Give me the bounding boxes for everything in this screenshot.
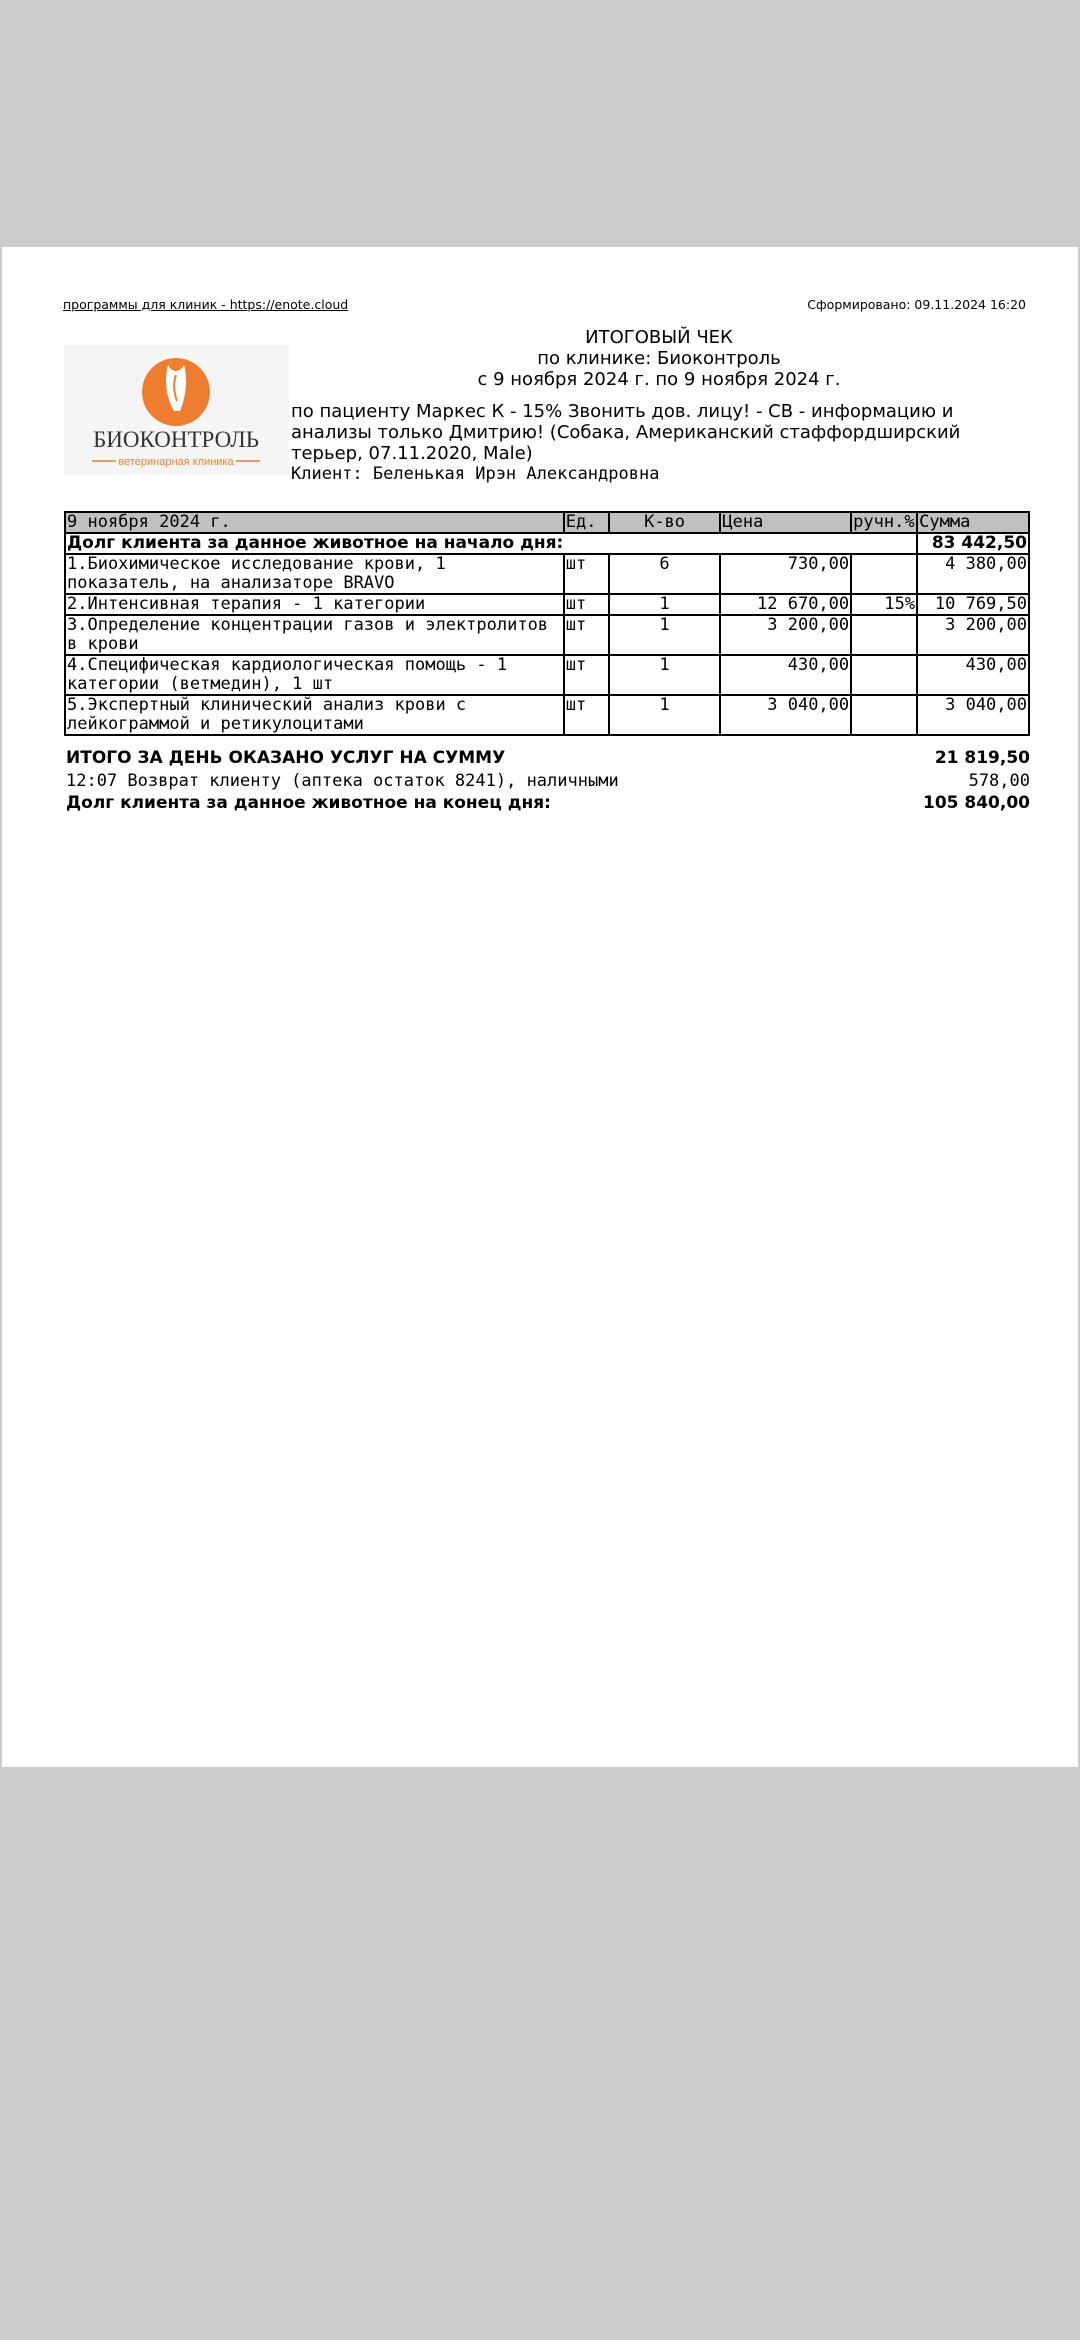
row-qty: 6 — [609, 554, 721, 594]
top-line — [63, 297, 1026, 317]
row-unit: шт — [564, 615, 609, 655]
row-sum: 10 769,50 — [917, 594, 1029, 615]
row-unit: шт — [564, 695, 609, 735]
debt-start-row — [65, 533, 1029, 554]
clinic-logo — [64, 345, 289, 475]
generated-timestamp: Сформировано: 09.11.2024 16:20 — [807, 297, 1026, 312]
col-price: Цена — [720, 512, 851, 533]
services-table — [64, 511, 1030, 736]
row-sum: 3 040,00 — [917, 695, 1029, 735]
refund-row — [66, 771, 1030, 793]
refund-label: 12:07 Возврат клиенту (аптека остаток 8241), наличными — [66, 771, 619, 791]
logo-name: БИОКОНТРОЛЬ — [93, 427, 259, 452]
patient-info: по пациенту Маркес К - 15% Звонить дов. лицу! - СВ - информацию и анализы только Дмитрию! (Собака, Американский стаффордширский терьер, 07.11.2020, Male) — [291, 401, 961, 464]
row-sum: 3 200,00 — [917, 615, 1029, 655]
debt-end-label: Долг клиента за данное животное на конец дня: — [66, 793, 551, 813]
debt-start-label: Долг клиента за данное животное на начало дня: — [65, 533, 851, 554]
row-qty: 1 — [609, 594, 721, 615]
row-manual — [851, 554, 917, 594]
receipt-header — [292, 327, 1026, 390]
row-unit: шт — [564, 655, 609, 695]
row-name: 5.Экспертный клинический анализ крови с лейкограммой и ретикулоцитами — [65, 695, 564, 735]
receipt-title: ИТОГОВЫЙ ЧЕК — [585, 327, 733, 348]
total-row — [66, 748, 1030, 770]
row-name: 4.Специфическая кардиологическая помощь - 1 категории (ветмедин), 1 шт — [65, 655, 564, 695]
table-header-row — [65, 512, 1029, 533]
table-row — [65, 554, 1029, 594]
row-manual — [851, 615, 917, 655]
row-manual: 15% — [851, 594, 917, 615]
receipt-page — [2, 247, 1078, 1767]
col-unit: Ед. — [564, 512, 609, 533]
table-row — [65, 594, 1029, 615]
debt-end-row — [66, 793, 1030, 815]
row-name: 2.Интенсивная терапия - 1 категории — [65, 594, 564, 615]
row-unit: шт — [564, 594, 609, 615]
row-unit: шт — [564, 554, 609, 594]
row-price: 730,00 — [720, 554, 851, 594]
client-info: Клиент: Беленькая Ирэн Александровна — [291, 464, 660, 484]
col-date: 9 ноября 2024 г. — [65, 512, 564, 533]
row-manual — [851, 695, 917, 735]
refund-value: 578,00 — [968, 771, 1030, 791]
row-price: 430,00 — [720, 655, 851, 695]
enote-link[interactable]: программы для клиник - https://enote.cloud — [63, 297, 349, 312]
row-sum: 430,00 — [917, 655, 1029, 695]
period-line: с 9 ноября 2024 г. по 9 ноября 2024 г. — [477, 369, 841, 390]
col-manual: ручн.% — [851, 512, 917, 533]
row-manual — [851, 655, 917, 695]
table-row — [65, 615, 1029, 655]
col-qty: К-во — [609, 512, 721, 533]
total-label: ИТОГО ЗА ДЕНЬ ОКАЗАНО УСЛУГ НА СУММУ — [66, 748, 506, 768]
row-price: 3 200,00 — [720, 615, 851, 655]
row-qty: 1 — [609, 655, 721, 695]
clinic-line: по клинике: Биоконтроль — [537, 348, 781, 369]
table-row — [65, 655, 1029, 695]
table-row — [65, 695, 1029, 735]
row-price: 12 670,00 — [720, 594, 851, 615]
total-value: 21 819,50 — [934, 748, 1030, 768]
debt-start-value: 83 442,50 — [917, 533, 1029, 554]
row-name: 1.Биохимическое исследование крови, 1 показатель, на анализаторе BRAVO — [65, 554, 564, 594]
debt-end-value: 105 840,00 — [922, 793, 1030, 813]
logo-tagline: ветеринарная клиника — [118, 456, 234, 468]
col-sum: Сумма — [917, 512, 1029, 533]
row-name: 3.Определение концентрации газов и электролитов в крови — [65, 615, 564, 655]
row-sum: 4 380,00 — [917, 554, 1029, 594]
row-qty: 1 — [609, 615, 721, 655]
row-qty: 1 — [609, 695, 721, 735]
row-price: 3 040,00 — [720, 695, 851, 735]
